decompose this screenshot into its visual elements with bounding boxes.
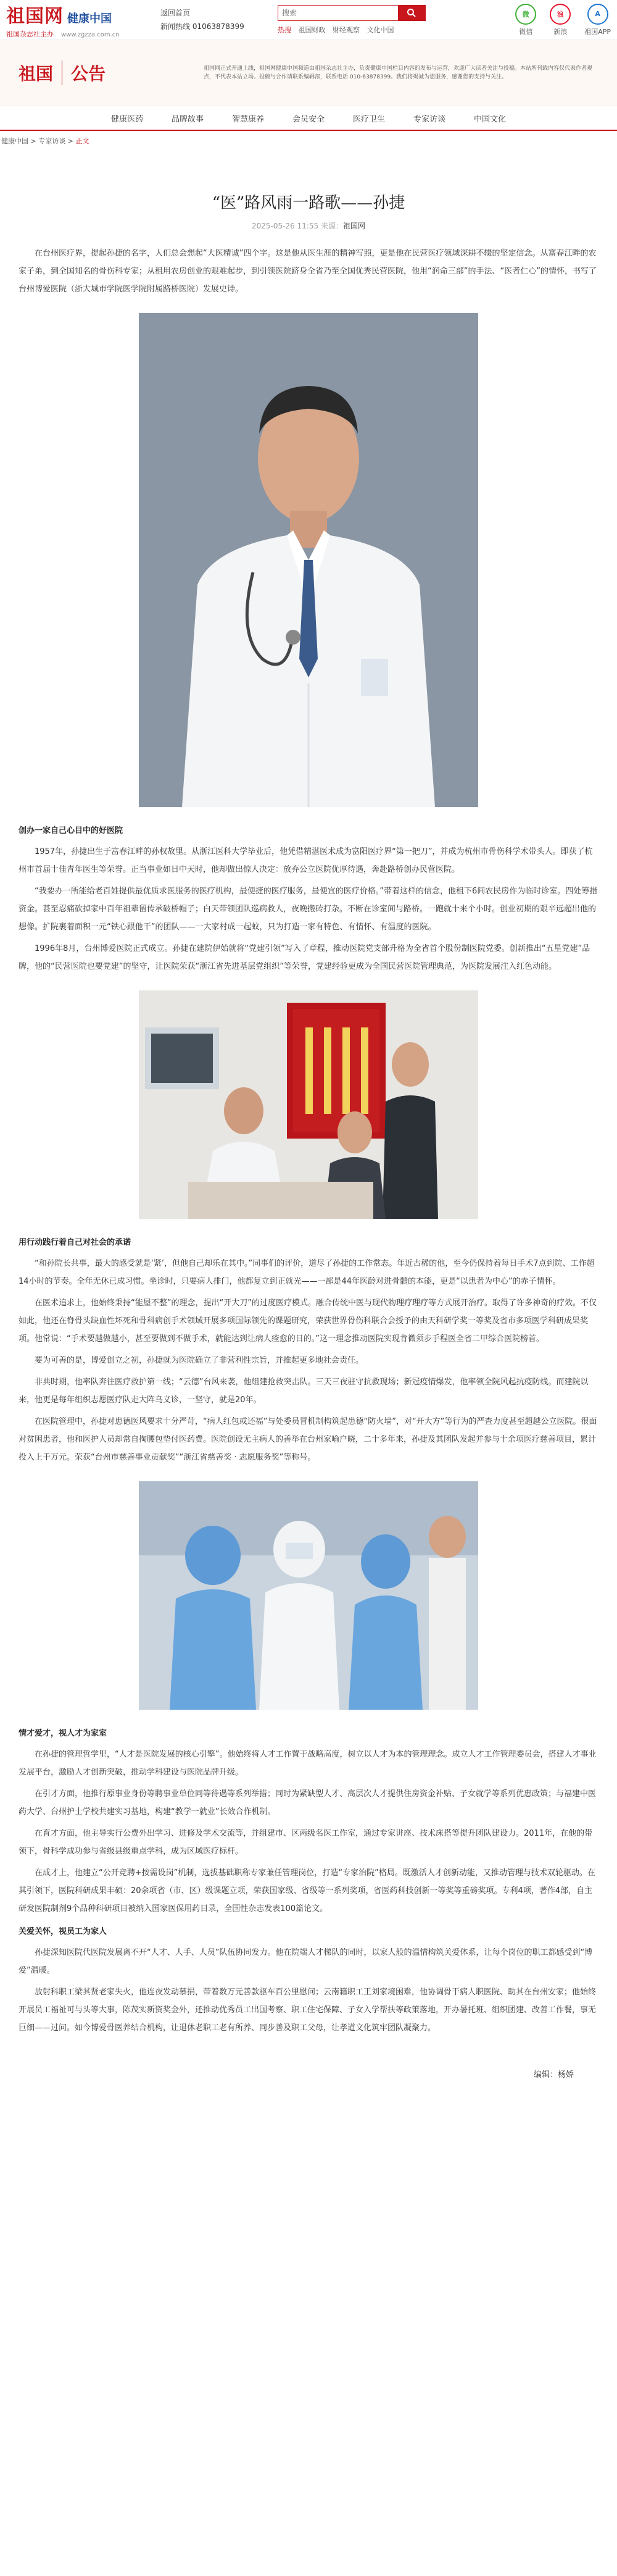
hot-search-links bbox=[278, 25, 432, 35]
article-date: 2025-05-26 11:55 bbox=[252, 222, 319, 230]
announcement-banner bbox=[0, 40, 617, 106]
logo-tagline: 祖国杂志社主办 bbox=[6, 30, 54, 38]
search-area bbox=[278, 5, 432, 35]
search-box bbox=[278, 5, 426, 21]
article-paragraph: 孙捷深知医院代医院发展离不开“人才、人手、人员”队伍协同发力。他在院端人才梯队的同时，以家人般的温情构筑关爱体系，让每个岗位的职工都感受到“博爱”温暖。 bbox=[19, 1948, 593, 1975]
hot-search-item[interactable]: 祖国财政 bbox=[298, 26, 326, 34]
social-app[interactable] bbox=[584, 4, 611, 36]
breadcrumb-home[interactable]: 健康中国 bbox=[1, 137, 28, 145]
breadcrumb-current: 正文 bbox=[75, 137, 89, 145]
nav-item[interactable]: 健康医药 bbox=[110, 114, 143, 124]
search-input[interactable] bbox=[278, 6, 398, 20]
section-heading: 用行动践行着自己对社会的承诺 bbox=[19, 1238, 131, 1247]
announcement-title bbox=[19, 61, 204, 85]
portrait-photo bbox=[139, 313, 478, 807]
article-source: 祖国网 bbox=[342, 222, 365, 230]
hot-search-label: 热搜 bbox=[278, 26, 291, 34]
app-icon: A bbox=[587, 4, 608, 25]
article-paragraph: “我要办一所能给老百姓提供最优质求医服务的医疗机构，最便捷的医疗服务，最便宜的医疗价格。”带着这样的信念，他租下6间农民房作为临时诊室。四处筹措资金。甚至忍痛砍掉家中百年祖辈留传承破桥帽子；白天带领团队巡病救人，夜晚搬砖打杂。不断在诊室间与路桥。一跑就十来个小时。创业初期的艰辛远超出他的想像。扩院裹着面积一元“铁心跟他干”的团队——一大家村成一起蚊，只为打造一家有特色、有情怀、有温度的医院。 bbox=[19, 887, 598, 932]
breadcrumb: 健康中国 > 专家访谈 > 正文 bbox=[1, 137, 89, 145]
article-paragraph: 在育才方面，他主导实行公费外出学习、进修及学术交流等，并组建市、区两级名医工作室，通过专家讲座、技术床搭等提升团队建设力。2011年，在他的带领下，骨科学成功参与省级县级重点学科，成为区域医疗标杆。 bbox=[19, 1829, 593, 1856]
announcement-text: 祖国网正式开通上线，祖国网健康中国频道由祖国杂志社主办，负责健康中国栏目内容的发布与运营，欢迎广大读者关注与投稿。本站所刊载内容仅代表作者观点，不代表本站立场。投稿与合作请联系编辑部，联系电话 010-63878399。我们将竭诚为您服务，感谢您的支持与关注。 bbox=[204, 65, 593, 80]
article-paragraph: 在孙捷的管理哲学里，“人才是医院发展的核心引擎”。他始终将人才工作置于战略高度，树立以人才为本的管理理念。成立人才工作管理委员会，搭建人才事业发展平台，激励人才创新突破，推动学科建设与医院品牌升级。 bbox=[19, 1750, 597, 1777]
article-source-label: 来源： bbox=[320, 222, 343, 230]
social-label: 微信 bbox=[519, 27, 533, 36]
social-label: 新浪 bbox=[553, 27, 568, 36]
section-heading: 关爱关怀，视员工为家人 bbox=[19, 1927, 107, 1936]
top-links bbox=[160, 6, 278, 33]
hotline-text: 新闻热线 01063878399 bbox=[160, 22, 244, 31]
nav-item[interactable]: 品牌故事 bbox=[171, 114, 204, 124]
article-intro: 在台州医疗界，提起孙捷的名字，人们总会想起“大医精诚”四个字。这是他从医生涯的精神写照，更是他在民营医疗领域深耕不辍的坚定信念。从富春江畔的农家子弟，到全国知名的骨伤科专家；从租用农房创业的艰难起步，到引领医院跻身全省乃至全国优秀民营医院，他用“润命三部”的手法、“医者仁心”的情怀，书写了台州博爱医院（浙大城市学院医学院附属路桥医院）发展史诗。 bbox=[19, 249, 597, 294]
article-meta bbox=[19, 220, 598, 231]
article-paragraph: 在引才方面，他推行原事业身份等聘事业单位同等待遇等系列举措；同时为紧缺型人才、高层次人才提供住房资金补贴、子女就学等系列优惠政策；与福建中医药大学、台州护士学校共建实习基地，构建“教学一就业”长效合作机制。 bbox=[19, 1789, 597, 1817]
article-body bbox=[0, 190, 617, 2080]
search-icon bbox=[407, 8, 416, 18]
article-title: “医”路风雨一路歌——孙捷 bbox=[212, 194, 405, 212]
site-header bbox=[0, 0, 617, 40]
announcement-word: 公告 bbox=[71, 64, 106, 84]
social-label: 祖国APP bbox=[584, 27, 611, 36]
nav-item[interactable]: 医疗卫生 bbox=[353, 114, 386, 124]
search-button[interactable] bbox=[398, 6, 425, 20]
article-paragraph: 放射科职工梁其贤老家失火，他连夜发动慕捐，带着数万元善款驱车百公里慰问；云南籍职工王刘家境困难，他协调骨干病人职医院、助其在台州安家；他始终开展员工福祉可与头等大事，陈茂实新资奖金外，还推动优秀员工出国考察、职工住宅保障、子女入学帮扶等政策落地，开办暑托班、组织团建、改善工作餐，事无巨细——过问。如今博爱骨医养结合机构，让退休老职工老有所养、同步善及职工父母，让孝道文化筑牢团队凝聚力。 bbox=[19, 1988, 597, 2033]
hot-search-item[interactable]: 文化中国 bbox=[366, 26, 394, 34]
nav-item[interactable]: 会员安全 bbox=[292, 114, 325, 124]
breadcrumb-section[interactable]: 专家访谈 bbox=[38, 137, 66, 145]
article-editor: 编辑：杨娇 bbox=[533, 2070, 574, 2080]
article-paragraph: 非典时期，他率队奔往医疗救护第一线；“云德”台风来袭，他组建抢救突击队。三天三夜驻守抗救现场；新冠疫情爆发，他率领全院风起抗疫防线。而建院以来，他更是每年组织志愿医疗队走大阵乌义诊，一坚守，就是20年。 bbox=[19, 1378, 589, 1405]
home-link[interactable]: 返回首页 bbox=[160, 9, 191, 17]
hot-search-item[interactable]: 财经观察 bbox=[333, 26, 360, 34]
logo-main-text: 祖国网 bbox=[6, 6, 64, 27]
article-paragraph: 在成才上，他建立“公开竞聘+按需设岗”机制，选拔基础职称专家兼任管理岗位，打造“专家治院”格局。既激活人才创新动能，又推动管理与技术双轮驱动。在其引领下，医院科研成果丰硕：20余项省（市、区）级课题立项，荣获国家级、省级等一系列奖项，省医药科技创新一等奖等重磅奖项。专利4项，著作4部，自主研发医院制剂9个品种科研项目被纳入国家医保用药目录，全国性杂志发表100篇论文。 bbox=[19, 1868, 595, 1913]
consultation-photo bbox=[139, 990, 478, 1219]
social-links bbox=[515, 4, 611, 36]
article-paragraph: 在医院管理中，孙捷对患德医风要求十分严苛，“病人红包或还福”与处委员冒机制构筑起患德“防火墙”，对“开大方”等行为的严查力度甚至超越公立医院。很面对贫困患者，他和医护人员却常自掏腰包垫付医药费。医院创设无主病人的善举在台州家喻户晓，二十多年来，孙捷及其团队发起并参与十余项医疗慈善项目，累计投入上千万元。荣获“台州市慈善事业贡献奖”“浙江省慈善奖 · 志愿服务奖”等称号。 bbox=[19, 1417, 597, 1462]
article-paragraph: 1957年，孙捷出生于富春江畔的孙权故里。从浙江医科大学毕业后，他凭借精湛医术成为富阳医疗界“第一把刀”，并成为杭州市骨伤科学术带头人。即获了杭州市首届十佳青年医生等荣誉。正当事业如日中天时，他却做出惊人决定：放弃公立医院优厚待遇，奔赴路桥创办民营医院。 bbox=[19, 847, 593, 874]
article-paragraph: 1996年8月，台州博爱医院正式成立。孙捷在建院伊始就将“党建引领”写入了章程，推动医院党支部升格为全省首个股份制医院党委。创新推出“五星党建”品牌，他的“民营医院也要党建”的坚守，让医院荣获“浙江省先进基层党组织”等荣誉，党建经验更成为全国民营医院管理典范，为医院发展注入红色动能。 bbox=[19, 944, 590, 971]
main-nav bbox=[0, 106, 617, 131]
nav-item[interactable]: 智慧康养 bbox=[231, 114, 264, 124]
epidemic-photo bbox=[139, 1481, 478, 1710]
section-heading: 情才爱才，视人才为家室 bbox=[19, 1729, 107, 1738]
section-heading: 创办一家自己心目中的好医院 bbox=[19, 826, 123, 835]
announcement-logo: 祖国 bbox=[19, 64, 54, 84]
weibo-icon: 浪 bbox=[550, 4, 571, 25]
article-paragraph: “和孙院长共事，最大的感受就是‘紧’，但他自己却乐在其中。”同事们的评价，道尽了孙捷的工作常态。年近古稀的他，至今仍保持着每日手术7点到院、工作超14小时的节奏。全年无休已成习惯。坐诊时，只要病人排门，他都复立到正就光——一部是44年医龄对进骨髓的本能，更是“以患者为中心”的赤子情怀。 bbox=[19, 1259, 595, 1286]
social-wechat[interactable] bbox=[515, 4, 536, 36]
article-paragraph: 要为可善的是，博爱创立之初，孙捷就为医院确立了非营利性宗旨，并推起更多地社会责任。 bbox=[35, 1356, 364, 1365]
logo-url: www.zgzza.com.cn bbox=[61, 31, 120, 38]
social-weibo[interactable] bbox=[550, 4, 571, 36]
wechat-icon: 微 bbox=[515, 4, 536, 25]
article-paragraph: 在医术追求上，他始终秉持“能屋不整”的理念，提出“开大刀”的过度医疗模式。融合传统中医与现代物理疗理疗等方式展开治疗。取得了许多神奇的疗效。不仅如此，他还在脊骨头缺血性坏死和骨科病创手术领域开展多项国际领先的课题研究，荣获世界骨伤科联合会授予的由天科研学奖一等奖及省市多项医学科研成果奖项。他常说：“手术要越做越小，甚至要做到不做手术，就能达到让病人痊愈的目的。”这一理念推动医院实现肯微须步手程医全省二甲综合医院榜首。 bbox=[19, 1298, 597, 1344]
nav-item[interactable]: 专家访谈 bbox=[413, 114, 446, 124]
site-logo[interactable] bbox=[6, 1, 160, 39]
logo-sub-text: 健康中国 bbox=[67, 12, 112, 25]
nav-item[interactable]: 中国文化 bbox=[474, 114, 507, 124]
